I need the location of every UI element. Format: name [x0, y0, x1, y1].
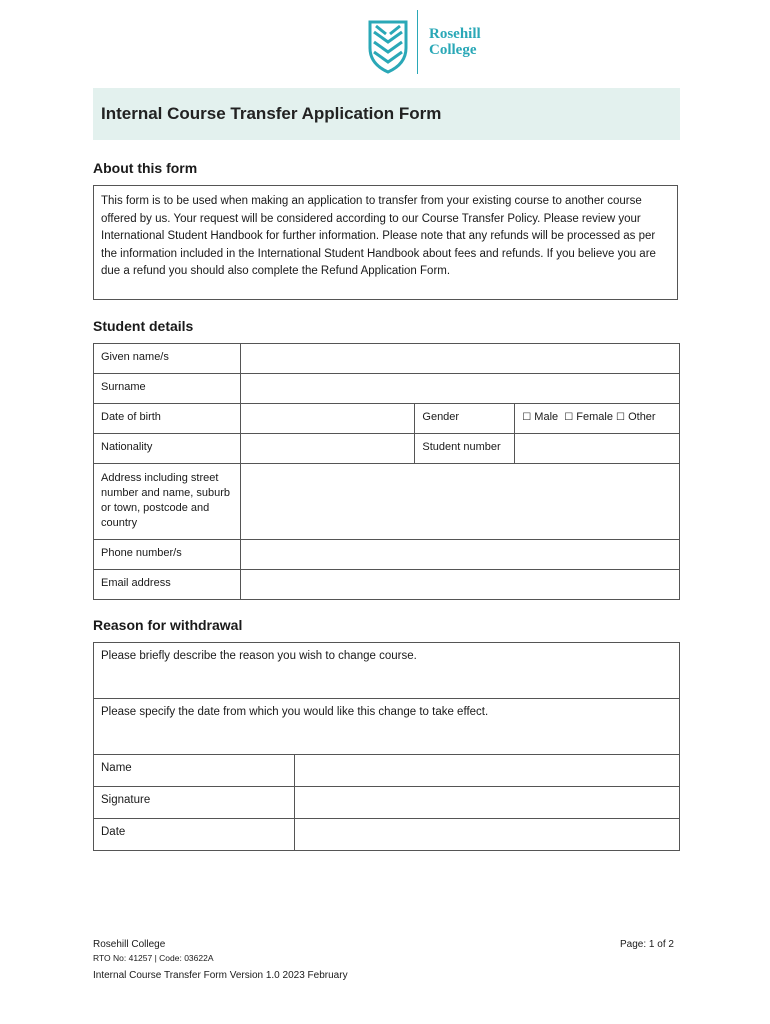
nationality-label: Nationality: [94, 434, 241, 464]
row-dob-gender: [94, 404, 680, 434]
row-signature: [94, 787, 680, 819]
signature-field[interactable]: [294, 787, 679, 819]
title-band: [93, 88, 680, 140]
row-name: [94, 755, 680, 787]
row-nationality: [94, 434, 680, 464]
date-field[interactable]: [294, 819, 679, 851]
gender-label: Gender: [415, 404, 515, 434]
address-field[interactable]: [240, 464, 679, 540]
describe-label: Please briefly describe the reason you wish to change course.: [101, 650, 417, 662]
shield-logo-icon: [366, 18, 410, 74]
about-text: This form is to be used when making an application to transfer from your existing course to another course offered by us. Your request will be considered according to our Course Transfer Policy. Please review your International Student Handbook for further information. Please note that any refunds will be processed as per the information included in the International Student Handbook about fees and refunds. If you believe you are due a refund you should also complete the Refund Application Form.: [93, 185, 678, 300]
address-label: Address including street number and name, suburb or town, postcode and country: [94, 464, 241, 540]
surname-label: Surname: [94, 374, 241, 404]
about-heading: About this form: [93, 160, 198, 176]
student-details-table: [93, 343, 680, 600]
logo-line1: Rosehill: [429, 26, 481, 42]
logo-text: [429, 26, 481, 58]
name-label: Name: [94, 755, 295, 787]
page-title: Internal Course Transfer Application Form: [101, 104, 442, 123]
given-names-field[interactable]: [240, 344, 679, 374]
row-address: [94, 464, 680, 540]
date-effect-label: Please specify the date from which you would like this change to take effect.: [101, 706, 489, 718]
email-label: Email address: [94, 570, 241, 600]
footer-page: Page: 1 of 2: [620, 939, 674, 950]
footer-rto: RTO No: 41257 | Code: 03622A: [93, 953, 214, 963]
nationality-field[interactable]: [240, 434, 415, 464]
name-field[interactable]: [294, 755, 679, 787]
other-label: Other: [628, 411, 656, 423]
row-date-effect: [94, 699, 680, 755]
signature-label: Signature: [94, 787, 295, 819]
dob-field[interactable]: [240, 404, 415, 434]
row-surname: [94, 374, 680, 404]
other-checkbox[interactable]: ☐: [616, 412, 626, 423]
female-label: Female: [576, 411, 613, 423]
reason-heading: Reason for withdrawal: [93, 617, 243, 633]
date-label: Date: [94, 819, 295, 851]
row-email: [94, 570, 680, 600]
row-given-names: [94, 344, 680, 374]
student-details-heading: Student details: [93, 318, 194, 334]
male-checkbox[interactable]: ☐: [522, 412, 532, 423]
row-phone: [94, 540, 680, 570]
phone-field[interactable]: [240, 540, 679, 570]
gender-options: [515, 404, 680, 434]
logo-divider: [417, 10, 418, 74]
date-effect-field[interactable]: [94, 699, 680, 755]
email-field[interactable]: [240, 570, 679, 600]
logo-line2: College: [429, 42, 477, 58]
footer-org: Rosehill College: [93, 939, 166, 950]
college-logo: [366, 10, 496, 74]
reason-table: [93, 642, 680, 851]
footer-version: Internal Course Transfer Form Version 1.0 2023 February: [93, 970, 348, 981]
student-number-field[interactable]: [515, 434, 680, 464]
female-checkbox[interactable]: ☐: [564, 412, 574, 423]
describe-field[interactable]: [94, 643, 680, 699]
student-number-label: Student number: [415, 434, 515, 464]
surname-field[interactable]: [240, 374, 679, 404]
male-label: Male: [534, 411, 559, 423]
row-date: [94, 819, 680, 851]
dob-label: Date of birth: [94, 404, 241, 434]
given-names-label: Given name/s: [94, 344, 241, 374]
row-describe: [94, 643, 680, 699]
phone-label: Phone number/s: [94, 540, 241, 570]
